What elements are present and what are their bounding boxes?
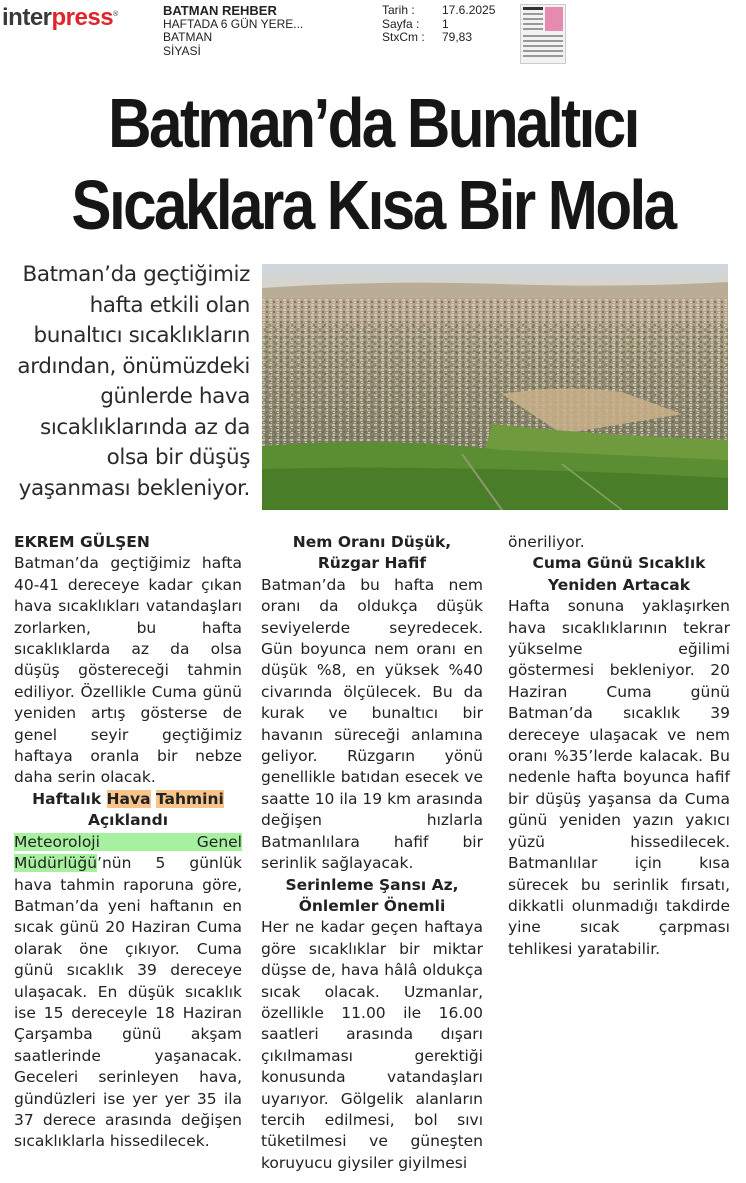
spot-text: Batman’da geçtiğimiz hafta etkili olan bunaltıcı sıcaklıkların ardından, önümüzdeki günlerde hava sıcaklıklarında az da olsa bir düşüş yaşanması bekleniyor. [17,262,250,501]
highlight-tahmini: Tahmini [155,789,224,808]
byline: EKREM GÜLŞEN [14,533,150,551]
stxcm-label: StxCm : [382,30,425,44]
subheading-2: Nem Oranı Düşük, Rüzgar Hafif [292,533,452,573]
article-short-title: HAFTADA 6 GÜN YERE... [163,16,304,31]
subheading-1: Haftalık Hava Tahmini Açıklandı [32,789,224,830]
headline-line-1: Batman’da Bunaltıcı [108,84,638,162]
aerial-city-photo [262,264,728,510]
page-thumbnail[interactable] [520,4,566,64]
publication-name: BATMAN REHBER [163,3,277,18]
date-label: Tarih : [382,3,415,17]
page-label: Sayfa : [382,16,420,31]
subheading-4: Cuma Günü Sıcaklık Yeniden Artacak [532,554,706,594]
headline-line-2: Sıcaklara Kısa Bir Mola [71,166,675,244]
page-value: 1 [442,16,449,31]
paragraph-continued: öneriliyor. [508,533,585,551]
column-2 [261,532,483,1174]
paragraph-2: Meteoroloji Genel Müdürlüğü’nün 5 günlük hava tahmin raporuna göre, Batman’da yeni haftanın en sıcak günü 20 Haziran Cuma olarak öne çıkıyor. Cuma günü sıcaklık 39 dereceye ulaşacak. En düşük sıcaklık ise 15 dereceyle 18 Haziran Çarşamba günü akşam saatlerinde yaşanacak. Geceleri serinleyen hava, gündüzleri ise yer yer 35 ila 37 derece arasında değişen sıcaklıklarla hissedilecek. [14,832,242,1151]
column-3 [508,532,730,960]
clip-meta [163,4,303,58]
category-label: SİYASİ [163,43,201,58]
city-label: BATMAN [163,30,213,44]
highlight-meteoroloji: Meteoroloji Genel Müdürlüğü [14,832,242,873]
paragraph-3: Batman’da bu hafta nem oranı da oldukça düşük seviyelerde seyredecek. Gün boyunca nem oranı en düşük %8, en yüksek %40 civarında ölçülecek. Bu da kurak ve bunaltıcı bir havanın süreceği anlamına geliyor. Rüzgarın yönü genellikle batıdan esecek ve saatte 10 ila 19 km arasında değişen hızlarla Batmanlılara hafif bir serinlik sağlayacak. [261,575,483,873]
highlight-hava: Hava [106,789,151,808]
headline [52,82,694,246]
date-value: 17.6.2025 [442,3,496,17]
paragraph-4: Her ne kadar geçen haftaya göre sıcaklıklar bir miktar düşse de, hava hâlâ oldukça sıcak olacak. Uzmanlar, özellikle 11.00 ile 16.00 saatleri arasında dışarı çıkılmaması gerektiği konusunda vatandaşları uyarıyor. Gölgelik alanların tercih edilmesi, bol sıvı tüketilmesi ve güneşten koruyucu giysiler giyilmesi [261,918,483,1172]
clip-info [382,4,495,45]
interpress-logo: interpress® [2,4,118,31]
column-1 [14,532,242,1153]
subheading-3: Serinleme Şansı Az, Önlemler Önemli [285,875,459,915]
stxcm-value: 79,83 [442,30,473,44]
paragraph-1: Batman’da geçtiğimiz hafta 40-41 dereceye kadar çıkan hava sıcaklıkları vatandaşları zorlarken, bu hafta sıcaklıklarda az da olsa düşüş göstereceği tahmin ediliyor. Özellikle Cuma günü yeniden artış gösterse de genel seyir geçtiğimiz haftaya oranla bir nebze daha serin olacak. [14,554,242,787]
paragraph-5: Hafta sonuna yaklaşırken hava sıcaklıklarının tekrar yükselme eğilimi göstermesi bekleniyor. 20 Haziran Cuma günü Batman’da sıcaklık 39 dereceye ulaşacak ve nem oranı %35’lerde kalacak. Bu nedenle hafta boyunca hafif bir düşüş yaşansa da Cuma günü yeniden yazın yakıcı yüzü hissedilecek. Batmanlılar için kısa sürecek bu serinlik fırsatı, dikkatli olunmadığı takdirde yine sıcak çarpması tehlikesi yaratabilir. [508,597,730,958]
